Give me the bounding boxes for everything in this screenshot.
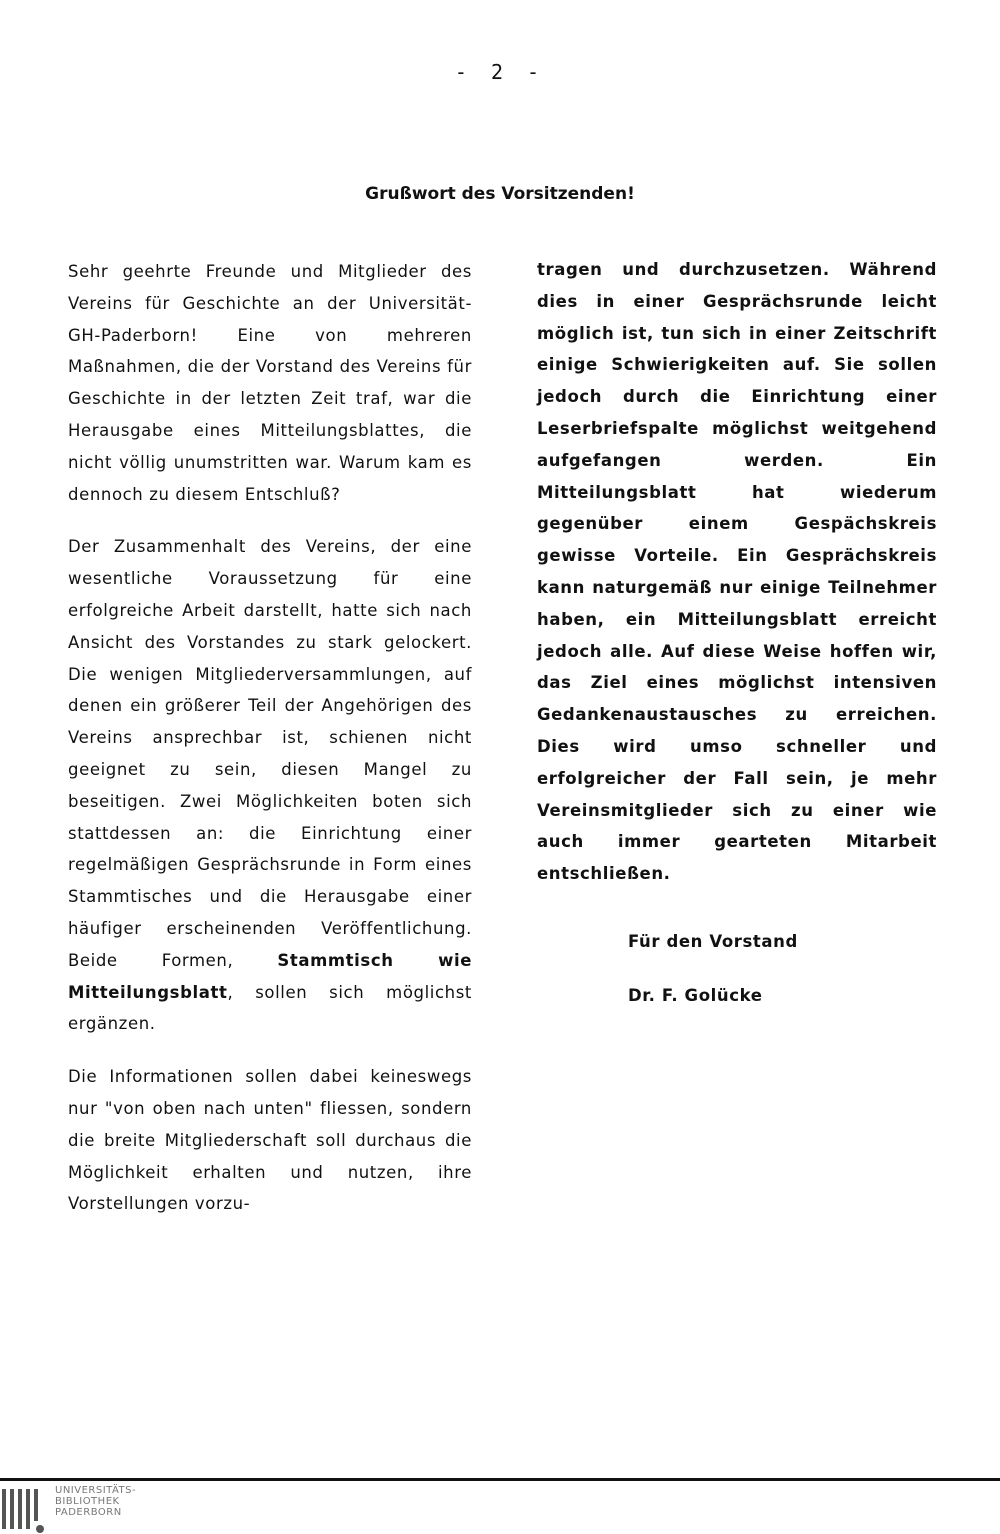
left-paragraph-3: Die Informationen sollen dabei keineswegs nur "von oben nach unten" fliessen, sondern die breite Mitgliederschaft soll durchaus die Möglichkeit erhalten und nutzen, ihre Vorstellungen vorzu- xyxy=(68,1067,472,1214)
bold-wie: wie xyxy=(393,950,472,970)
left-paragraph-2-end: , sollen sich möglichst ergänzen. xyxy=(68,982,472,1034)
bold-stammtisch: Stammtisch xyxy=(277,950,394,970)
bold-mitteilungsblatt: Mitteilungsblatt xyxy=(68,982,228,1002)
library-logo-text xyxy=(55,1485,136,1518)
signature-role: Für den Vorstand xyxy=(628,932,798,951)
signature-name: Dr. F. Golücke xyxy=(628,986,763,1005)
right-column xyxy=(537,254,937,890)
library-logo-icon xyxy=(2,1489,46,1529)
left-paragraph-2 xyxy=(68,531,472,1040)
page-number: - 2 - xyxy=(454,60,546,84)
library-logo-line-2: BIBLIOTHEK xyxy=(55,1496,120,1507)
left-paragraph-2-start: Der Zusammenhalt des Vereins, der eine wesentliche Voraussetzung für eine erfolgreiche Arbeit darstellt, hatte sich nach Ansicht des Vorstandes zu stark gelockert. Die wenigen Mitgliederversammlungen, auf denen ein größerer Teil der Angehörigen des Vereins ansprechbar ist, schienen nicht geeignet zu sein, diesen Mangel zu beseitigen. Zwei Möglichkeiten boten sich stattdessen an: die Einrichtung einer regelmäßigen Gesprächsrunde in Form eines Stammtisches und die Herausgabe einer häufiger erscheinenden Veröffentlichung. Beide Formen, xyxy=(68,537,472,970)
library-logo-dot xyxy=(36,1525,44,1533)
library-logo-line-3: PADERBORN xyxy=(55,1507,122,1518)
library-logo xyxy=(0,1481,200,1534)
left-paragraph-1: Sehr geehrte Freunde und Mitglieder des Vereins für Geschichte an der Universität-GH-Paderborn! Eine von mehreren Maßnahmen, die der Vorstand des Vereins für Geschichte in der letzten Zeit traf, war die Herausgabe eines Mitteilungsblattes, die nicht völlig unumstritten war. Warum kam es dennoch zu diesem Entschluß? xyxy=(68,262,472,504)
library-logo-line-1: UNIVERSITÄTS- xyxy=(55,1485,137,1496)
right-paragraph-1: tragen und durchzusetzen. Während dies in einer Gesprächsrunde leicht möglich ist, tun sich in einer Zeitschrift einige Schwierigkeiten auf. Sie sollen jedoch durch die Einrichtung einer Leserbriefspalte möglichst weitgehend aufgefangen werden. Ein Mitteilungsblatt hat wiederum gegenüber einem Gespächskreis gewisse Vorteile. Ein Gesprächskreis kann naturgemäß nur einige Teilnehmer haben, ein Mitteilungsblatt erreicht jedoch alle. Auf diese Weise hoffen wir, das Ziel eines möglichst intensiven Gedankenaustausches zu erreichen. Dies wird umso schneller und erfolgreicher der Fall sein, je mehr Vereinsmitglieder sich zu einer wie auch immer gearteten Mitarbeit entschließen. xyxy=(537,260,937,884)
left-column xyxy=(68,256,472,1220)
page-title: Grußwort des Vorsitzenden! xyxy=(365,184,635,204)
